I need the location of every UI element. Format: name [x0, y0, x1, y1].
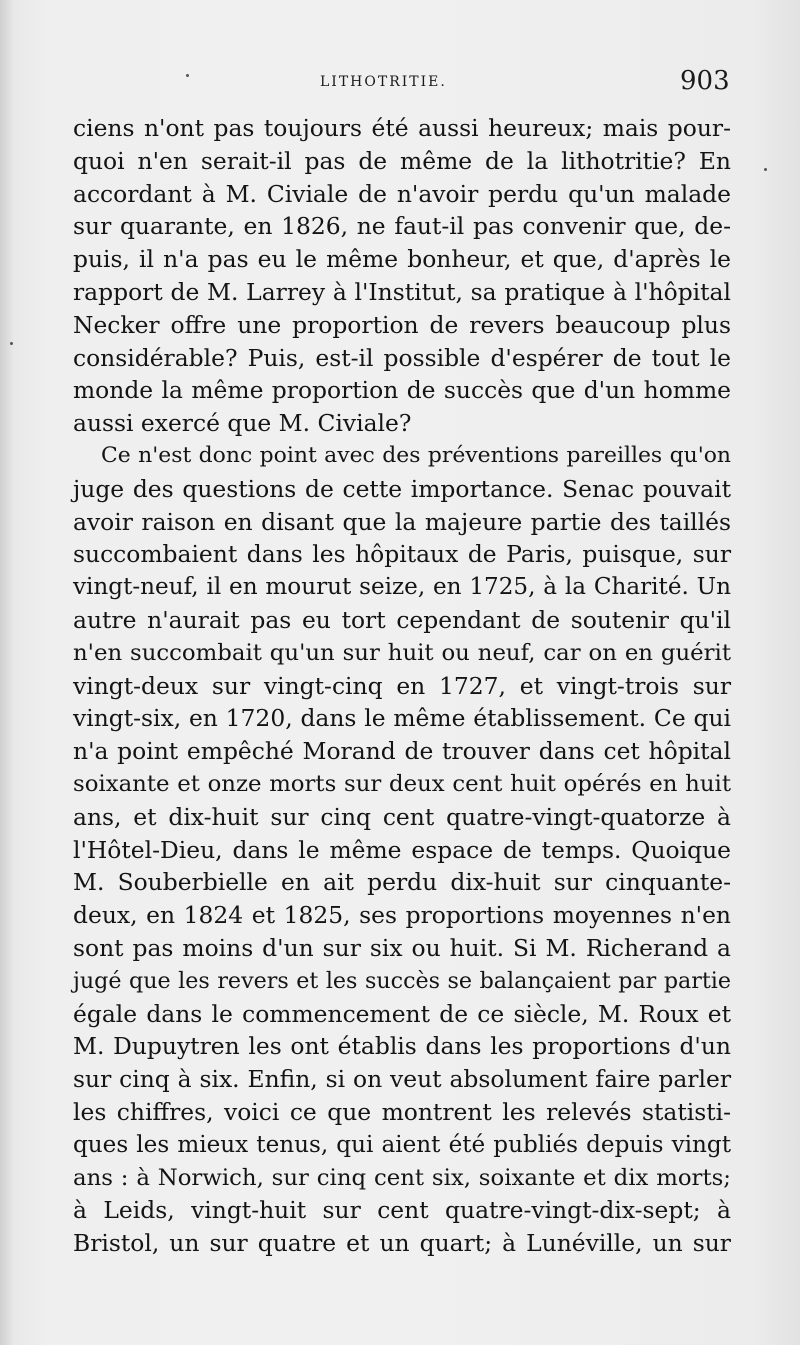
- text-line: jugé que les revers et les succès se balançaient par partie: [73, 967, 731, 994]
- text-line: puis, il n'a pas eu le même bonheur, et que, d'après le: [73, 245, 731, 274]
- text-line: accordant à M. Civiale de n'avoir perdu qu'un malade: [73, 179, 731, 208]
- text-line: égale dans le commencement de ce siècle, M. Roux et: [73, 999, 731, 1028]
- text-line: sont pas moins d'un sur six ou huit. Si M. Richerand a: [73, 933, 731, 962]
- text-line: vingt-six, en 1720, dans le même établissement. Ce qui: [73, 704, 731, 733]
- page-number: 903: [680, 66, 730, 96]
- text-line: ciens n'ont pas toujours été aussi heureux; mais pour-: [73, 114, 731, 142]
- ink-speck: [764, 168, 767, 171]
- text-line: rapport de M. Larrey à l'Institut, sa pratique à l'hôpital: [73, 277, 731, 306]
- page-header: [0, 62, 800, 102]
- running-title: LITHOTRITIE.: [320, 74, 447, 90]
- text-line: autre n'aurait pas eu tort cependant de soutenir qu'il: [73, 605, 731, 634]
- text-line: à Leids, vingt-huit sur cent quatre-vingt-dix-sept; à: [73, 1196, 731, 1225]
- text-line: les chiffres, voici ce que montrent les relevés statisti-: [73, 1097, 731, 1126]
- ink-speck: [10, 342, 13, 345]
- text-line: juge des questions de cette importance. Senac pouvait: [73, 474, 731, 503]
- text-line: n'a point empêché Morand de trouver dans cet hôpital: [73, 737, 731, 766]
- page-gutter-shadow: [0, 0, 14, 1345]
- text-line: monde la même proportion de succès que d'un homme: [73, 376, 731, 405]
- text-line: sur quarante, en 1826, ne faut-il pas convenir que, de-: [73, 212, 731, 241]
- text-line: soixante et onze morts sur deux cent huit opérés en huit: [73, 770, 731, 797]
- text-line-paragraph-end: aussi exercé que M. Civiale?: [73, 409, 412, 438]
- text-line: quoi n'en serait-il pas de même de la lithotritie? En: [73, 146, 731, 175]
- text-line: Necker offre une proportion de revers beaucoup plus: [73, 310, 731, 339]
- text-line: M. Dupuytren les ont établis dans les proportions d'un: [73, 1032, 731, 1061]
- ink-speck: [186, 74, 189, 77]
- text-line: vingt-deux sur vingt-cinq en 1727, et vingt-trois sur: [73, 671, 731, 700]
- text-line: l'Hôtel-Dieu, dans le même espace de temps. Quoique: [73, 835, 731, 864]
- text-line: deux, en 1824 et 1825, ses proportions moyennes n'en: [73, 901, 731, 930]
- text-line: avoir raison en disant que la majeure partie des taillés: [73, 507, 731, 536]
- body-text: [73, 112, 731, 1260]
- text-line: ques les mieux tenus, qui aient été publiés depuis vingt: [73, 1131, 731, 1158]
- text-line: n'en succombait qu'un sur huit ou neuf, car on en guérit: [73, 639, 731, 666]
- text-line: M. Souberbielle en ait perdu dix-huit sur cinquante-: [73, 868, 731, 897]
- text-line: vingt-neuf, il en mourut seize, en 1725, à la Charité. Un: [73, 574, 731, 601]
- text-line: considérable? Puis, est-il possible d'espérer de tout le: [73, 343, 731, 372]
- text-line: ans : à Norwich, sur cinq cent six, soixante et dix morts;: [73, 1164, 731, 1191]
- text-line: Bristol, un sur quatre et un quart; à Lunéville, un sur: [73, 1229, 731, 1258]
- text-line-paragraph-start: Ce n'est donc point avec des préventions pareilles qu'on: [101, 442, 731, 468]
- text-line: succombaient dans les hôpitaux de Paris, puisque, sur: [73, 540, 731, 569]
- text-line: ans, et dix-huit sur cinq cent quatre-vingt-quatorze à: [73, 802, 731, 831]
- text-line: sur cinq à six. Enfin, si on veut absolument faire parler: [73, 1065, 731, 1094]
